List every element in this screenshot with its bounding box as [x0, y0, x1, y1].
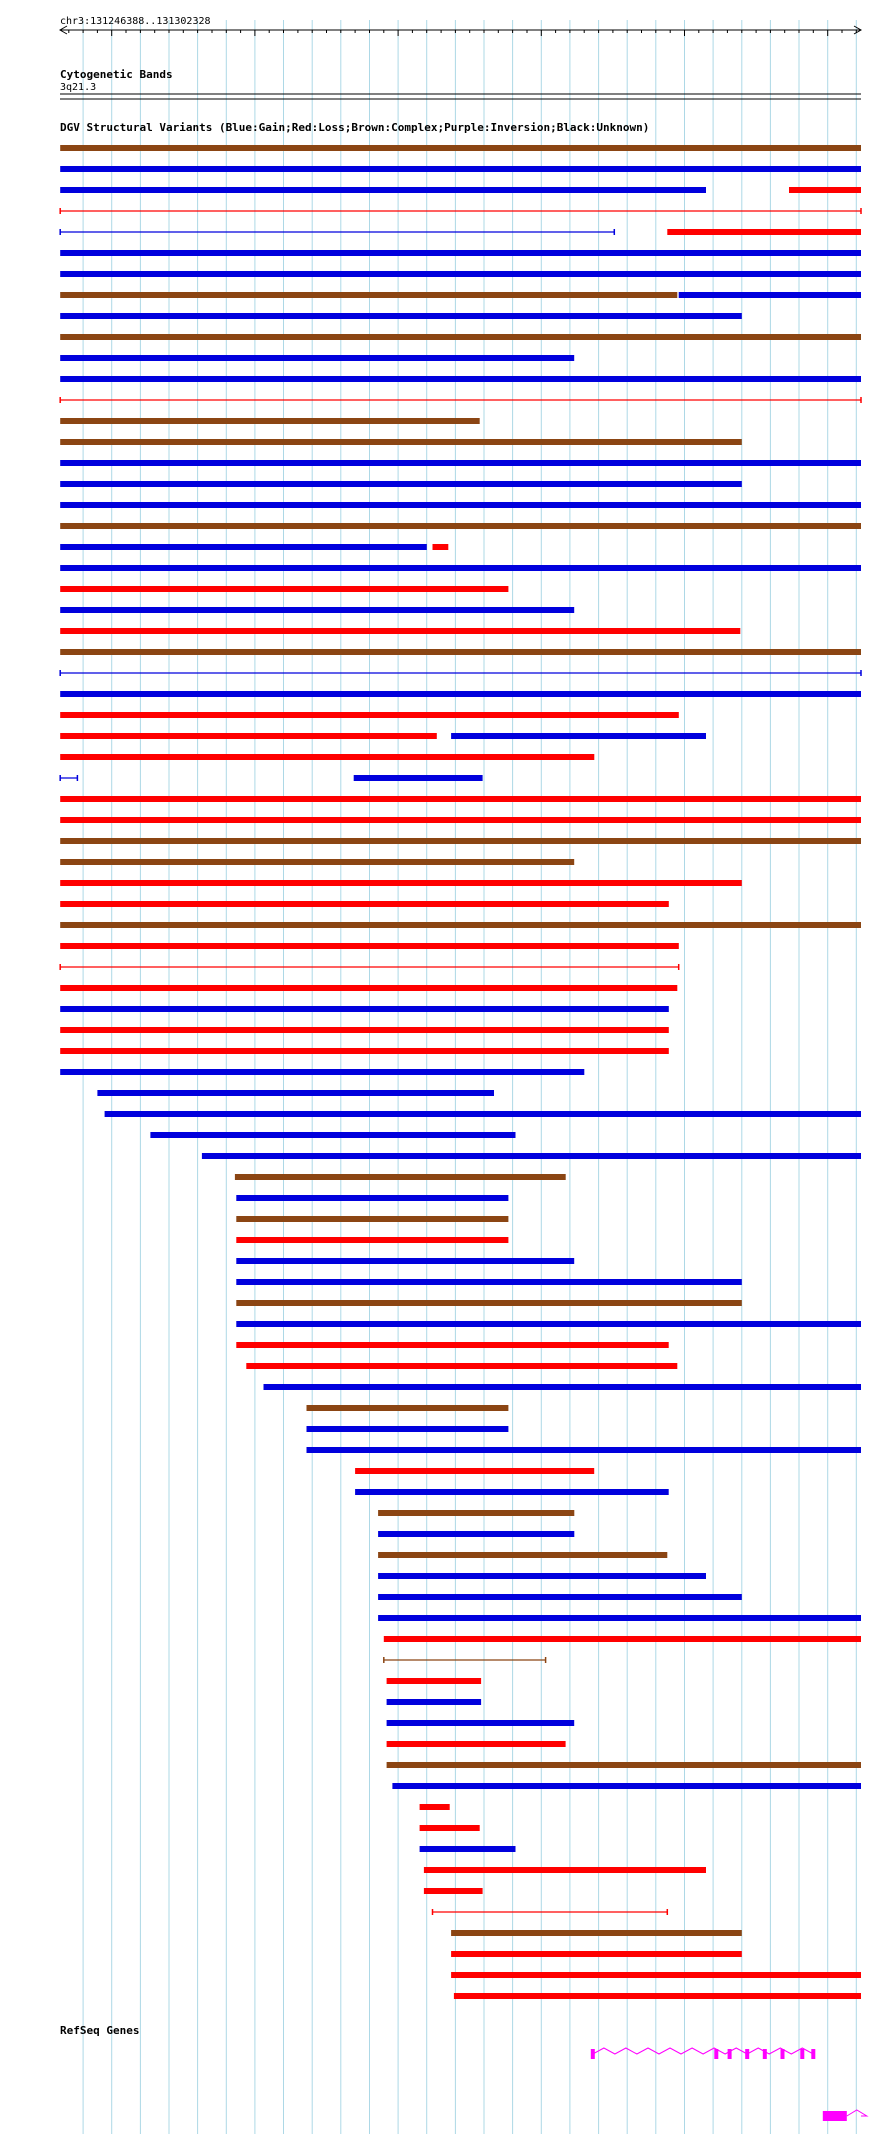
- variant-bar-loss: [60, 754, 594, 760]
- variant-bar-gain: [60, 376, 861, 382]
- variant-bar-gain: [451, 733, 706, 739]
- variant-bar-gain: [307, 1447, 862, 1453]
- variant-bar-loss: [60, 1027, 669, 1033]
- variant-bar-loss: [424, 1888, 483, 1894]
- variant-bar-complex: [60, 334, 861, 340]
- variant-bar-loss: [420, 1804, 450, 1810]
- variant-bar-gain: [60, 166, 861, 172]
- variant-bar-loss: [60, 901, 669, 907]
- variant-bar-complex: [60, 439, 742, 445]
- variant-bar-loss: [60, 712, 679, 718]
- variant-bar-gain: [60, 481, 742, 487]
- variant-bar-gain: [355, 1489, 669, 1495]
- cytoband-label: 3q21.3: [60, 82, 97, 93]
- variant-bar-gain: [679, 292, 861, 298]
- position-ruler: [60, 26, 861, 36]
- variant-bar-gain: [60, 355, 574, 361]
- variant-bar-loss: [60, 733, 437, 739]
- variant-bar-loss: [451, 1972, 861, 1978]
- variant-bar-complex: [60, 838, 861, 844]
- variant-bar-gain: [392, 1783, 861, 1789]
- variant-bar-gain: [60, 502, 861, 508]
- variant-bar-gain: [387, 1699, 482, 1705]
- variant-bar-loss: [789, 187, 861, 193]
- variant-bar-gain: [387, 1720, 575, 1726]
- cytoband-track: [60, 94, 861, 99]
- variant-bar-gain: [60, 1069, 584, 1075]
- variant-bar-loss: [60, 817, 861, 823]
- variant-bar-gain: [60, 187, 706, 193]
- gene-exon: [811, 2049, 815, 2059]
- variant-bar-complex: [60, 523, 861, 529]
- variant-bar-complex: [60, 859, 574, 865]
- variant-bar-gain: [60, 313, 742, 319]
- variant-bar-complex: [451, 1930, 742, 1936]
- variant-bar-complex: [60, 418, 480, 424]
- variant-bar-gain: [236, 1279, 742, 1285]
- variant-bar-gain: [264, 1384, 862, 1390]
- variant-bar-complex: [378, 1552, 667, 1558]
- variant-bar-loss: [60, 796, 861, 802]
- variant-bar-loss: [433, 544, 449, 550]
- variant-bar-loss: [384, 1636, 861, 1642]
- gene-exon: [745, 2049, 749, 2059]
- variant-bar-gain: [202, 1153, 861, 1159]
- refseq-genes-track: [591, 2048, 867, 2121]
- variant-bar-gain: [236, 1195, 508, 1201]
- variant-bar-gain: [354, 775, 483, 781]
- gene-intron-line: [593, 2048, 814, 2054]
- variant-bar-gain: [60, 1006, 669, 1012]
- variant-bar-complex: [60, 649, 861, 655]
- gene-exon: [823, 2111, 847, 2121]
- variant-bar-complex: [60, 145, 861, 151]
- gene-exon: [781, 2049, 785, 2059]
- variant-bar-gain: [60, 544, 427, 550]
- variant-bar-gain: [378, 1594, 742, 1600]
- gene-exon: [591, 2049, 595, 2059]
- variant-bar-loss: [246, 1363, 677, 1369]
- variant-bar-complex: [387, 1762, 861, 1768]
- variant-bar-gain: [60, 460, 861, 466]
- variant-bar-loss: [355, 1468, 594, 1474]
- variant-bar-gain: [378, 1531, 574, 1537]
- variant-bar-loss: [60, 1048, 669, 1054]
- variant-bar-loss: [420, 1825, 480, 1831]
- gene-exon: [800, 2049, 804, 2059]
- variant-bar-complex: [235, 1174, 566, 1180]
- variant-bar-gain: [236, 1321, 861, 1327]
- variant-bar-loss: [60, 943, 679, 949]
- dgv-variants-track: [60, 145, 861, 1999]
- variant-bar-gain: [150, 1132, 515, 1138]
- variant-bar-loss: [60, 880, 742, 886]
- variant-bar-gain: [97, 1090, 494, 1096]
- variant-bar-gain: [236, 1258, 574, 1264]
- variant-bar-gain: [420, 1846, 516, 1852]
- variant-bar-loss: [451, 1951, 742, 1957]
- variant-bar-complex: [378, 1510, 574, 1516]
- dgv-track-title: DGV Structural Variants (Blue:Gain;Red:Loss;Brown:Complex;Purple:Inversion;Black:Unknown): [60, 121, 650, 134]
- variant-bar-complex: [236, 1300, 742, 1306]
- variant-bar-loss: [60, 586, 508, 592]
- variant-bar-loss: [454, 1993, 861, 1999]
- variant-bar-gain: [378, 1615, 861, 1621]
- variant-bar-loss: [60, 985, 677, 991]
- variant-bar-loss: [667, 229, 861, 235]
- variant-bar-gain: [60, 607, 574, 613]
- variant-bar-gain: [378, 1573, 706, 1579]
- variant-bar-complex: [236, 1216, 508, 1222]
- refseq-track-title: RefSeq Genes: [60, 2024, 140, 2037]
- gene-exon: [763, 2049, 767, 2059]
- variant-bar-complex: [60, 292, 677, 298]
- variant-bar-complex: [307, 1405, 509, 1411]
- variant-bar-gain: [307, 1426, 509, 1432]
- cytoband-track-title: Cytogenetic Bands: [60, 68, 173, 81]
- variant-bar-gain: [60, 271, 861, 277]
- variant-bar-loss: [60, 628, 740, 634]
- variant-bar-gain: [105, 1111, 861, 1117]
- variant-bar-complex: [60, 922, 861, 928]
- variant-bar-loss: [387, 1741, 566, 1747]
- variant-bar-gain: [60, 691, 861, 697]
- variant-bar-loss: [424, 1867, 706, 1873]
- variant-bar-loss: [236, 1237, 508, 1243]
- gene-exon: [728, 2049, 732, 2059]
- gene-exon: [714, 2049, 718, 2059]
- variant-bar-loss: [387, 1678, 482, 1684]
- position-label: chr3:131246388..131302328: [60, 16, 211, 27]
- variant-bar-gain: [60, 250, 861, 256]
- variant-bar-loss: [236, 1342, 668, 1348]
- variant-bar-gain: [60, 565, 861, 571]
